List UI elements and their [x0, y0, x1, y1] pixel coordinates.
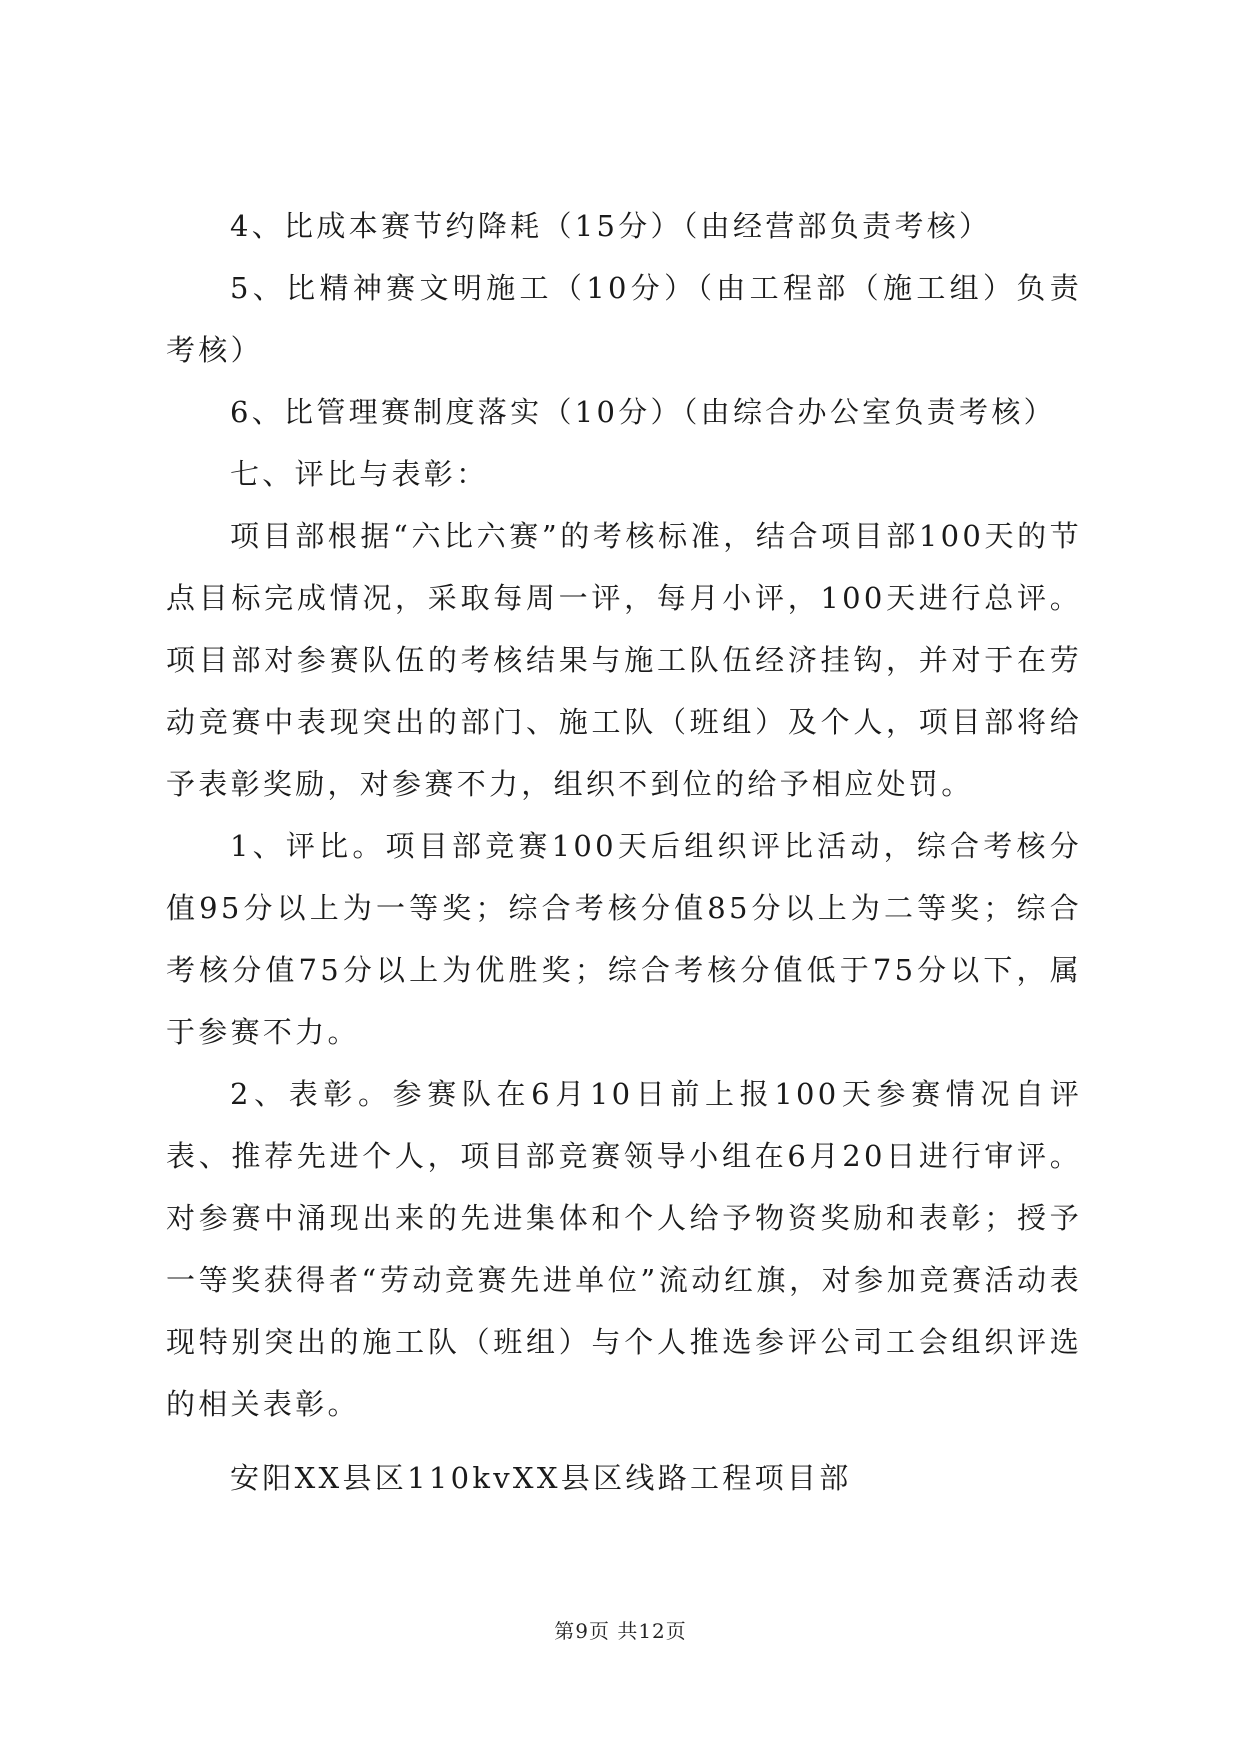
evaluation-overview-paragraph: 项目部根据“六比六赛”的考核标准，结合项目部100天的节点目标完成情况，采取每周一评，每月小评，100天进行总评。项目部对参赛队伍的考核结果与施工队伍经济挂钩，并对于在劳动竞赛中表现突出的部门、施工队（班组）及个人，项目部将给予表彰奖励，对参赛不力，组织不到位的给予相应处罚。 — [166, 519, 1082, 801]
commendation-paragraph: 2、表彰。参赛队在6月10日前上报100天参赛情况自评表、推荐先进个人，项目部竞赛领导小组在6月20日进行审评。对参赛中涌现出来的先进集体和个人给予物资奖励和表彰；授予一等奖获得者“劳动竞赛先进单位”流动红旗，对参加竞赛活动表现特别突出的施工队（班组）与个人推选参评公司工会组织评选的相关表彰。 — [166, 1077, 1082, 1421]
evaluation-rules-paragraph: 1、评比。项目部竞赛100天后组织评比活动，综合考核分值95分以上为一等奖；综合考核分值85分以上为二等奖；综合考核分值75分以上为优胜奖；综合考核分值低于75分以下，属于参赛不力。 — [166, 829, 1082, 1049]
item-cost-saving: 4、比成本赛节约降耗（15分）（由经营部负责考核） — [230, 209, 992, 243]
section-heading-evaluation: 七、评比与表彰： — [230, 457, 489, 491]
page-number-footer: 第9页 共12页 — [554, 1619, 687, 1643]
signature-line: 安阳XX县区110kvXX县区线路工程项目部 — [230, 1461, 852, 1495]
item-civilized-construction: 5、比精神赛文明施工（10分）（由工程部（施工组）负责考核） — [166, 271, 1082, 367]
document-body — [166, 195, 1082, 1509]
item-management-system: 6、比管理赛制度落实（10分）（由综合办公室负责考核） — [230, 395, 1056, 429]
